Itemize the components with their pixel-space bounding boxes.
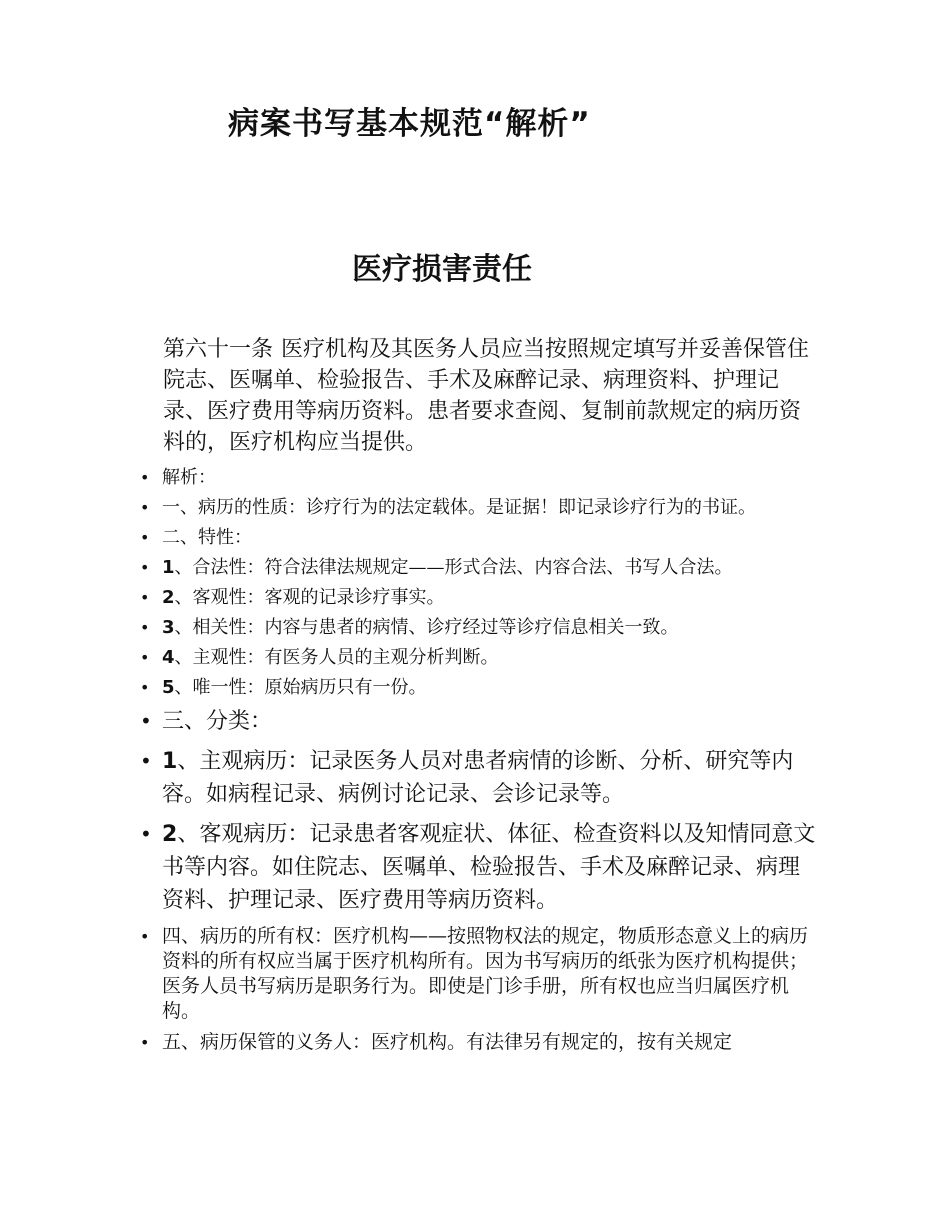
item-text: 四、病历的所有权：医疗机构——按照物权法的规定，物质形态意义上的病历资料的所有权应当属于医疗机构所有。因为书写病历的纸张为医疗机构提供；医务人员书写病历是职务行为。即使是门诊手册，所有权也应当归属医疗机构。 xyxy=(162,925,809,1022)
list-item-objectivity xyxy=(162,585,817,615)
list-item-subjectivity xyxy=(162,645,817,675)
list-item-subjective-record xyxy=(162,745,817,814)
list-item-properties xyxy=(162,525,817,555)
analysis-list xyxy=(0,465,950,1061)
list-item-custodian xyxy=(162,1030,817,1061)
list-item-analysis xyxy=(162,465,817,495)
item-text: 五、病历保管的义务人：医疗机构。有法律另有规定的，按有关规定 xyxy=(162,1031,733,1053)
list-item-legality xyxy=(162,555,817,585)
article-label: 第六十一条 xyxy=(163,337,274,362)
item-text: 、主观病历：记录医务人员对患者病情的诊断、分析、研究等内容。如病程记录、病例讨论记录、会诊记录等。 xyxy=(162,749,794,807)
list-item-uniqueness xyxy=(162,675,817,705)
item-number: 4 xyxy=(162,647,175,668)
item-number: 3 xyxy=(162,617,175,638)
item-text: 、唯一性：原始病历只有一份。 xyxy=(174,677,427,698)
item-number: 2 xyxy=(162,587,175,608)
item-text: 三、分类： xyxy=(162,709,273,734)
item-text: 一、病历的性质：诊疗行为的法定载体。是证据！即记录诊疗行为的书证。 xyxy=(162,497,756,518)
article-paragraph xyxy=(163,334,818,458)
item-number: 2 xyxy=(162,822,178,847)
item-number: 5 xyxy=(162,677,175,698)
item-number: 1 xyxy=(162,557,175,578)
item-text: 、主观性：有医务人员的主观分析判断。 xyxy=(174,647,499,668)
section-heading: 医疗损害责任 xyxy=(352,252,532,287)
page-title: 病案书写基本规范“解析” xyxy=(228,106,591,142)
item-text: 、相关性：内容与患者的病情、诊疗经过等诊疗信息相关一致。 xyxy=(174,617,679,638)
item-text: 、客观性：客观的记录诊疗事实。 xyxy=(174,587,445,608)
list-item-classification xyxy=(162,705,817,741)
item-text: 、客观病历：记录患者客观症状、体征、检查资料以及知情同意文书等内容。如住院志、医嘱单、检验报告、手术及麻醉记录、病理资料、护理记录、医疗费用等病历资料。 xyxy=(162,822,816,913)
list-item-nature xyxy=(162,495,817,525)
item-text: 解析： xyxy=(162,467,216,488)
item-text: 二、特性： xyxy=(162,527,252,548)
item-number: 1 xyxy=(162,749,178,774)
list-item-ownership xyxy=(162,924,817,1030)
article-text: 医疗机构及其医务人员应当按照规定填写并妥善保管住院志、医嘱单、检验报告、手术及麻醉记录、病理资料、护理记录、医疗费用等病历资料。患者要求查阅、复制前款规定的病历资料的，医疗机构应当提供。 xyxy=(163,337,810,455)
item-text: 、合法性：符合法律法规规定——形式合法、内容合法、书写人合法。 xyxy=(174,557,733,578)
list-item-objective-record xyxy=(162,818,817,920)
list-item-relevance xyxy=(162,615,817,645)
